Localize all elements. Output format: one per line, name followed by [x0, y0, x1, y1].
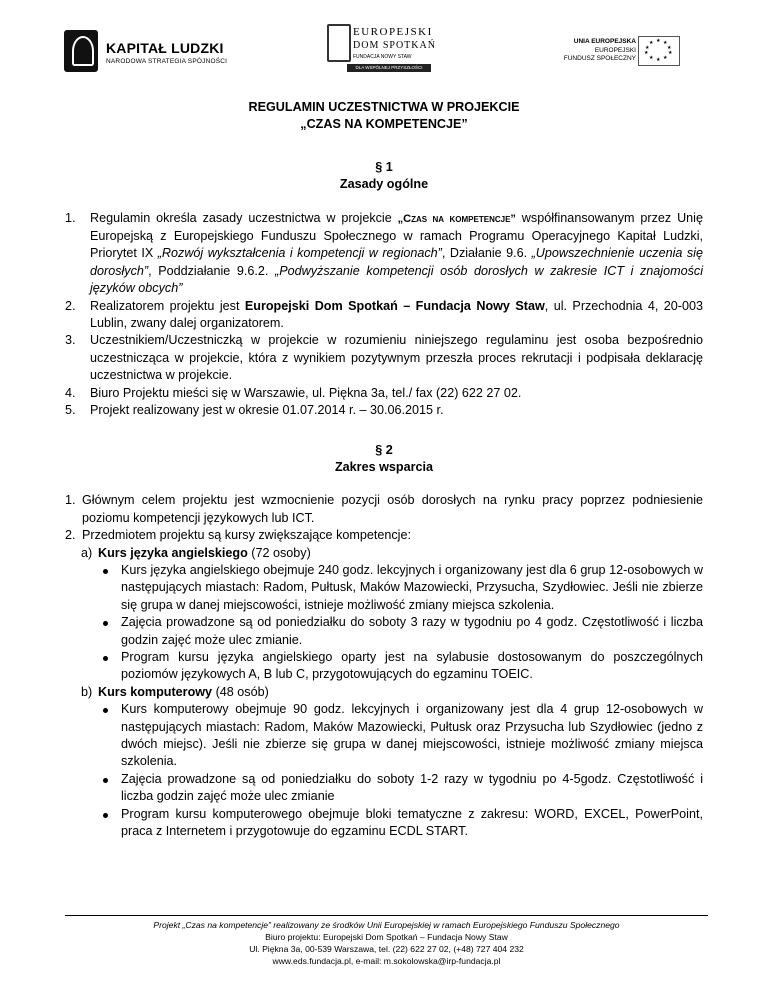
bullet-item: Zajęcia prowadzone są od poniedziałku do soboty 1-2 razy w tygodniu po 4-5godz. Częstotliwość i liczba godzin zajęć może ulec zmianie — [65, 771, 703, 806]
list-item — [65, 492, 703, 527]
organizer-name: Europejski Dom Spotkań – Fundacja Nowy Staw — [244, 298, 545, 313]
item-number: 5. — [65, 403, 76, 418]
list-item — [65, 298, 703, 333]
english-course-heading — [65, 545, 703, 562]
sub-letter: b) — [81, 684, 93, 699]
course-note: (48 osób) — [212, 684, 269, 699]
footer-line4: www.eds.fundacja.pl, e-mail: m.sokolowska@irp-fundacja.pl — [272, 956, 501, 966]
eds-line1: EUROPEJSKI — [353, 26, 433, 38]
item-text: Przedmiotem projektu są kursy zwiększające kompetencje: — [82, 528, 411, 543]
kapital-ludzki-emblem-icon — [64, 30, 98, 72]
item-text: , Działanie 9.6. — [441, 246, 532, 261]
action-name: „Upowszechnienie uczenia się dorosłych” — [90, 246, 703, 278]
page-footer — [65, 919, 708, 967]
bullet-item: Program kursu komputerowego obejmuje bloki tematyczne z zakresu: WORD, EXCEL, PowerPoint, praca z Internetem i przygotowuje do egzaminu ECDL START. — [65, 806, 703, 841]
eds-line2: DOM SPOTKAŃ — [353, 40, 436, 51]
footer-divider — [65, 915, 708, 916]
eds-band: DLA WSPÓLNEJ PRZYSZŁOŚCI — [347, 64, 431, 72]
sub-letter: a) — [81, 545, 93, 560]
section1-list — [65, 210, 703, 420]
list-item — [65, 385, 703, 402]
kapital-ludzki-logo — [64, 30, 264, 80]
item-text: Głównym celem projektu jest wzmocnienie pozycji osób dorosłych na rynku pracy poprzez podniesienie poziomu kompetencji językowych lub ICT. — [82, 493, 703, 525]
item-text: współfinansowanym przez Unię Europejską z Europejskiego Funduszu Społecznego w ramach Programu Operacyjnego Kapitał Ludzki, Priorytet IX — [90, 210, 703, 261]
bullet-item: Program kursu języka angielskiego oparty jest na sylabusie dostosowanym do poszczególnych poziomów językowych A, B lub C, przygotowujących do egzaminu TOEIC. — [65, 649, 703, 684]
item-number: 2. — [65, 528, 76, 543]
ue-line1: UNIA EUROPEJSKA — [573, 38, 636, 45]
list-item — [65, 527, 703, 544]
item-text: Realizatorem projektu jest — [90, 298, 245, 313]
bullet-item: Kurs języka angielskiego obejmuje 240 godz. lekcyjnych i organizowany jest dla 6 grup 12-osobowych w następujących miastach: Radom, Pułtusk, Maków Mazowiecki, Przysucha, Szydłowiec. Jeśli nie zbierze się grupa w danej miejscowości, istnieje możliwość zmiany miejsca szkolenia. — [65, 562, 703, 614]
course-note: (72 osoby) — [247, 545, 311, 560]
footer-line2: Biuro projektu: Europejski Dom Spotkań – Fundacja Nowy Staw — [265, 932, 508, 942]
item-text: Biuro Projektu mieści się w Warszawie, ul. Piękna 3a, tel./ fax (22) 622 27 02. — [90, 385, 522, 400]
computer-course-heading — [65, 684, 703, 701]
item-number: 4. — [65, 385, 76, 400]
bullet-item: Kurs komputerowy obejmuje 90 godz. lekcyjnych i organizowany jest dla 4 grup 12-osobowych w następujących miastach: Radom, Maków Mazowiecki, Pułtusk oraz Przysucha lub Szydłowiec (jedno z dwóch miejsc). Jeśli nie zbierze się grupa w danej miejscowości, istnieje możliwość zmiany miejsca szkolenia. — [65, 701, 703, 771]
section1-number: § 1 — [375, 159, 393, 174]
eds-emblem-icon — [327, 24, 351, 62]
list-item — [65, 210, 703, 298]
item-text: , Poddziałanie 9.6.2. — [148, 263, 276, 278]
section2-heading: Zakres wsparcia — [334, 459, 433, 474]
item-number: 3. — [65, 333, 76, 348]
item-number: 1. — [65, 493, 76, 508]
document-body — [65, 92, 703, 840]
section2-number: § 2 — [375, 442, 393, 457]
eds-line3: FUNDACJA NOWY STAW — [353, 54, 412, 60]
item-number: 2. — [65, 298, 76, 313]
item-text: , ul. Przechodnia 4, 20-003 Lublin, zwany dalej organizatorem. — [90, 298, 703, 331]
list-item — [65, 332, 703, 384]
priority-name: „Rozwój wykształcenia i kompetencji w regionach” — [157, 246, 442, 261]
ue-line2: EUROPEJSKI — [594, 47, 636, 54]
item-text: Projekt realizowany jest w okresie 01.07.2014 r. – 30.06.2015 r. — [90, 403, 444, 418]
item-text: Regulamin określa zasady uczestnictwa w projekcie — [90, 210, 398, 225]
footer-line3: Ul. Piękna 3a, 00-539 Warszawa, tel. (22) 622 27 02, (+48) 727 404 232 — [249, 944, 524, 954]
bullet-item: Zajęcia prowadzone są od poniedziałku do soboty 3 razy w tygodniu po 4 godz. Częstotliwość i liczba godzin zajęć może ulec zmianie. — [65, 614, 703, 649]
course-name: Kurs języka angielskiego — [98, 545, 248, 560]
kl-title: KAPITAŁ LUDZKI — [106, 40, 224, 56]
document-title-line1: REGULAMIN UCZESTNICTWA W PROJEKCIE — [248, 100, 520, 114]
list-item — [65, 402, 703, 419]
course-name: Kurs komputerowy — [98, 684, 213, 699]
item-text: Uczestnikiem/Uczestniczką w projekcie w rozumieniu niniejszego regulaminu jest osoba bezpośrednio uczestnicząca w projekcie, która z wynikiem pozytywnym przeszła proces rekrutacji i podpisała deklarację uczestnictwa w projekcie. — [90, 333, 703, 383]
eu-flag-icon: ★ ★ ★ ★ ★ ★ ★ ★ ★ ★ — [638, 36, 680, 66]
footer-line1: Projekt „Czas na kompetencje” realizowany ze środków Unii Europejskiej w ramach Europejskiego Funduszu Społecznego — [153, 920, 620, 930]
subaction-name: „Podwyższanie kompetencji osób dorosłych w zakresie ICT i znajomości języków obcych” — [90, 263, 703, 296]
document-title-line2: „CZAS NA KOMPETENCJE” — [300, 117, 468, 132]
kl-subtitle: NARODOWA STRATEGIA SPÓJNOŚCI — [106, 58, 228, 65]
project-name: „Czas na kompetencje” — [397, 212, 516, 225]
eds-logo — [327, 24, 437, 82]
eu-logo — [560, 36, 720, 76]
section2-list — [65, 492, 703, 544]
page-header — [0, 20, 768, 80]
item-number: 1. — [65, 210, 76, 225]
ue-line3: FUNDUSZ SPOŁECZNY — [563, 55, 636, 62]
section1-heading: Zasady ogólne — [339, 177, 429, 192]
